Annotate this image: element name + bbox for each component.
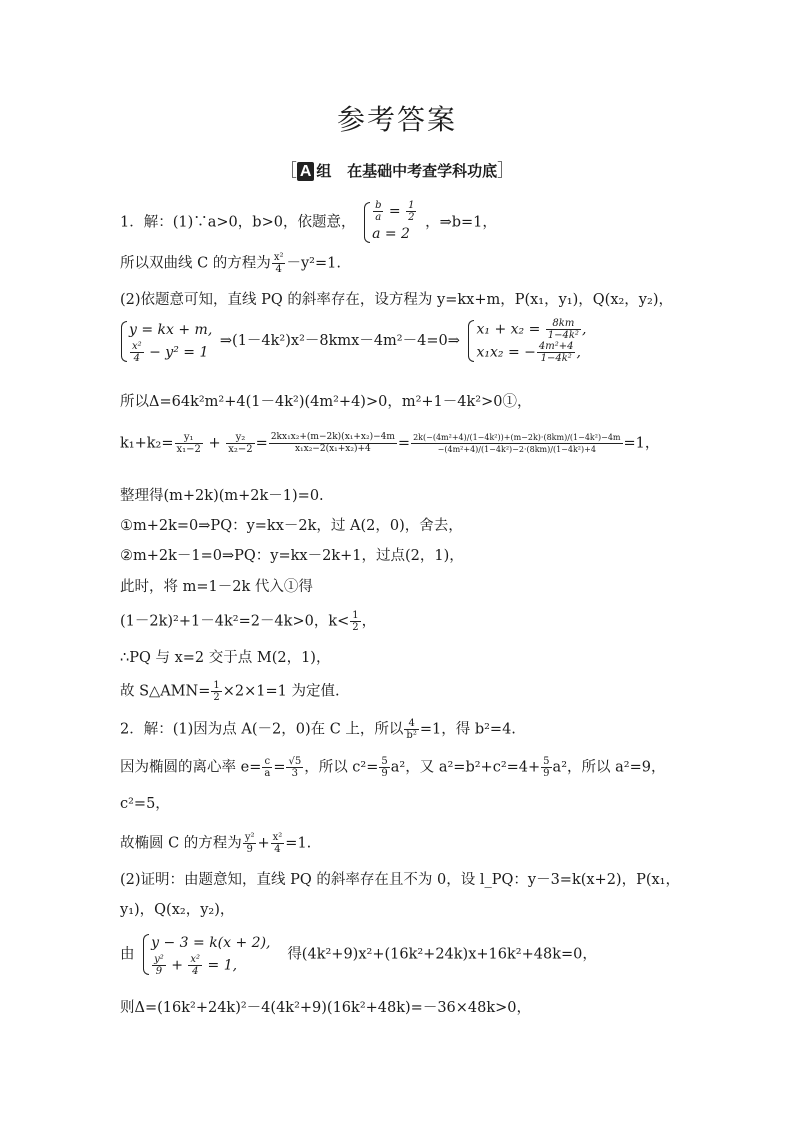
q1-line-8: ①m+2k=0⇒PQ：y=kx－2k，过 A(2，0)，舍去， [120, 518, 463, 534]
q2-line-1: 2．解：(1)因为点 A(－2，0)在 C 上，所以 $\frac{4}{\text{b²}}$ =1，得 b²=4. [120, 718, 516, 741]
q1-line-6: k₁+k₂= $\frac{\text{y₁}}{\text{x₁−2}}$ + $\frac{\text{y₂}}{\text{x₂−2}}$ = $\frac{\text{2kx₁x₂+(m−2k)(x₁+x₂)−4m}}{\text{x₁x₂−2(x₁+x₂)+4}}$ = $\frac{\text{2k(−(4m²+4)/(1−4k²))+(m−2k)·(8km)/(1−4k²)−4m}}{\text{−(4m²+4)/(1−4k²)−2·(8km)/(1−4k²)+4}}$ =1， [120, 432, 660, 455]
q1-line-12: ∴PQ 与 x=2 交于点 M(2，1)， [120, 650, 331, 666]
equation-system: $\frac{b}{a}$ = $\frac{1}{2}$ a = 2 [363, 200, 417, 245]
q2-line-5: (2)证明：由题意知，直线 PQ 的斜率存在且不为 0，设 l_PQ：y－3=k(x+2)，P(x₁， [120, 872, 680, 888]
q1-line-13: 故 S△AMN= $\frac{1}{2}$ ×2×1=1 为定值. [120, 680, 340, 703]
q1-line-4: y = kx + m, $\frac{\text{x²}}{4}$ − y² = 1 ⇒(1－4k²)x²－8kmx－4m²－4=0⇒ x₁ + x₂ = $\frac{8km}{\text{1−4k²}}$ , x₁x₂ = − $\frac{\text{4m²+4}}{\text{1−4k²}}$ , [120, 318, 589, 364]
group-badge: A [297, 162, 315, 181]
q1-line-7: 整理得(m+2k)(m+2k－1)=0. [120, 488, 324, 504]
q1-line-1: 1．解：(1)∵a>0，b>0，依题意， $\frac{b}{a}$ = $\frac{1}{2}$ a = 2 ，⇒b=1， [120, 200, 497, 245]
page-title: 参考答案 [336, 103, 457, 136]
q1-line-11: (1－2k)²+1－4k²=2－4k>0，k< $\frac{1}{2}$ ， [120, 610, 377, 633]
q2-line-8: 则Δ=(16k²+24k)²－4(4k²+9)(16k²+48k)=－36×48k>0， [120, 1000, 532, 1016]
q1-line-10: 此时，将 m=1－2k 代入①得 [120, 579, 313, 595]
q2-line-2: 因为椭圆的离心率 e= $\frac{c}{a}$ = $\frac{√5}{3}$ ，所以 c²= $\frac{5}{9}$ a²，又 a²=b²+c²=4+ $\frac{5}{9}$ a²，所以 a²=9， [120, 756, 666, 779]
q1-line-9: ②m+2k－1=0⇒PQ：y=kx－2k+1，过点(2，1)， [120, 548, 464, 564]
q2-line-7: 由 y − 3 = k(x + 2), $\frac{\text{y²}}{9}$ + $\frac{\text{x²}}{4}$ = 1, 得(4k²+9)x²+(16k²+24k)x+16k²+48k=0， [120, 932, 597, 977]
q2-line-4: 故椭圆 C 的方程为 $\frac{\text{y²}}{9}$ + $\frac{\text{x²}}{4}$ =1. [120, 832, 312, 855]
q2-line-3: c²=5， [120, 796, 170, 812]
q1-line-2: 所以双曲线 C 的方程为 $\frac{\text{x²}}{4}$ －y²=1. [120, 252, 341, 275]
section-heading: ［ A 组 在基础中考查学科功底］ [279, 161, 515, 181]
q1-line-3: (2)依题意可知，直线 PQ 的斜率存在，设方程为 y=kx+m，P(x₁，y₁)，Q(x₂，y₂)， [120, 292, 673, 308]
q1-line-5: 所以Δ=64k²m²+4(1－4k²)(4m²+4)>0，m²+1－4k²>0①， [120, 394, 532, 410]
q2-line-6: y₁)，Q(x₂，y₂)， [120, 902, 235, 918]
